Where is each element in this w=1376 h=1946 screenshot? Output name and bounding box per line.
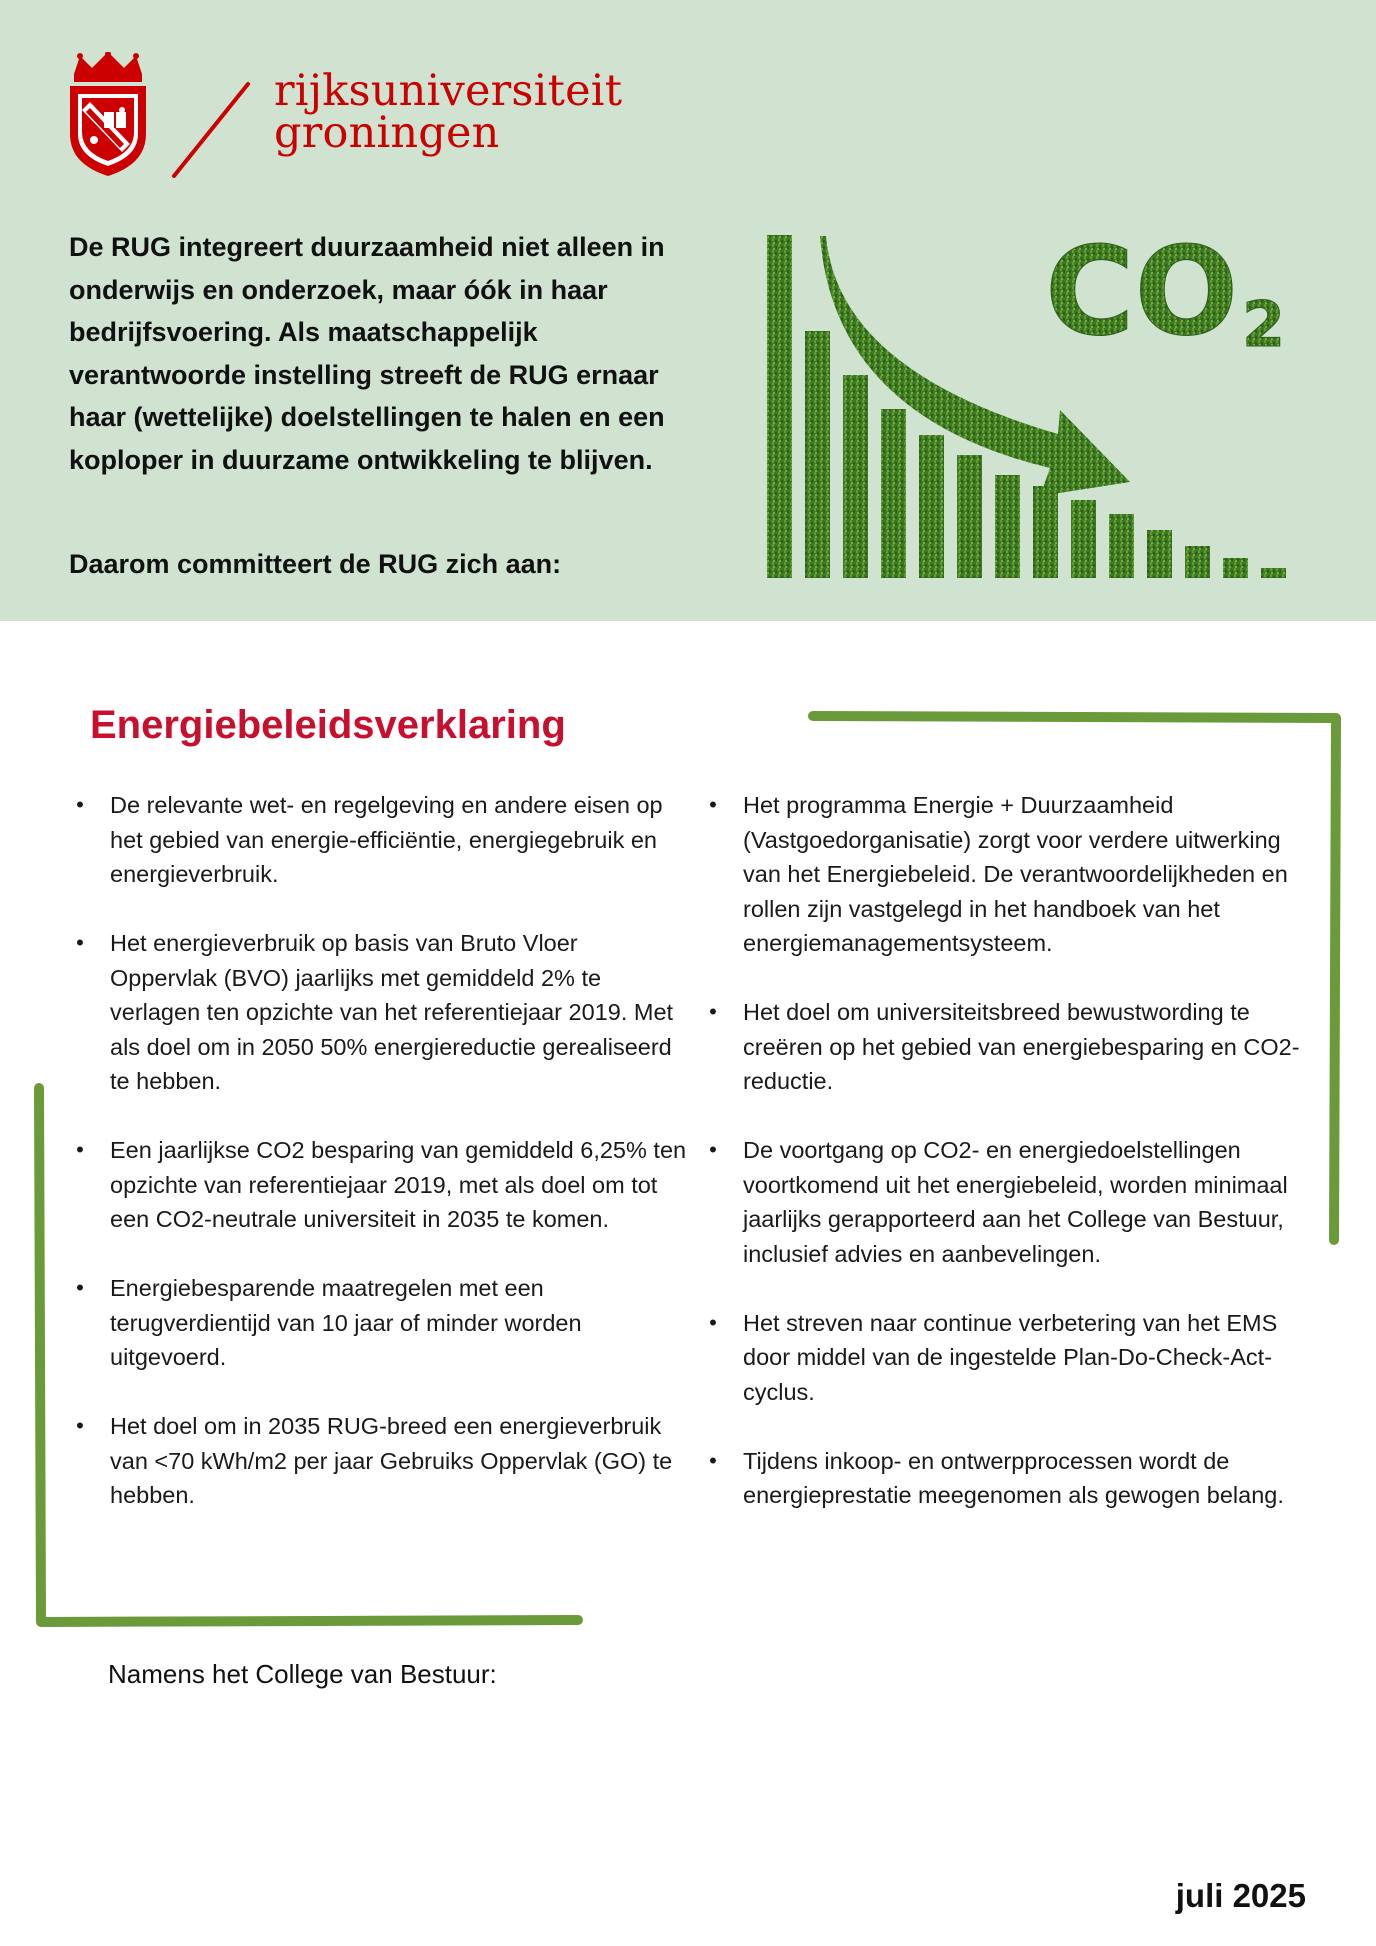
- signature-line: Namens het College van Bestuur:: [108, 1659, 497, 1689]
- commitment-text: Daarom committeert de RUG zich aan:: [69, 549, 562, 579]
- list-item: [703, 1444, 1323, 1513]
- list-item-text: De voortgang op CO2- en energiedoelstellingen voortkomend uit het energiebeleid, worden minimaal jaarlijks gerapporteerd aan het College van Bestuur, inclusief advies en aanbevelingen.: [743, 1137, 1288, 1267]
- co2-subscript: 2: [1242, 288, 1286, 361]
- bullet-icon: •: [76, 930, 84, 955]
- logo-divider: [168, 80, 252, 180]
- list-item-text: Energiebesparende maatregelen met een terugverdientijd van 10 jaar of minder worden uitgevoerd.: [110, 1275, 582, 1370]
- list-item-text: Tijdens inkoop- en ontwerpprocessen wordt de energieprestatie meegenomen als gewogen belang.: [743, 1447, 1284, 1508]
- list-item-text: Het programma Energie + Duurzaamheid (Vastgoedorganisatie) zorgt voor verdere uitwerking van het Energiebeleid. De verantwoordelijkheden en rollen zijn vastgelegd in het handboek van het energiemanagementsysteem.: [743, 792, 1288, 956]
- commitments-left-list: [70, 788, 690, 1547]
- wordmark-line-2: groningen: [274, 108, 500, 158]
- list-item: [70, 1133, 690, 1237]
- list-item-text: De relevante wet- en regelgeving en andere eisen op het gebied van energie-efficiëntie, energiegebruik en energieverbruik.: [110, 792, 663, 887]
- list-item: [703, 788, 1323, 961]
- list-item: [70, 788, 690, 892]
- bullet-icon: •: [709, 1447, 717, 1473]
- commitments-right-list: [703, 788, 1323, 1547]
- document-date: juli 2025: [1175, 1877, 1306, 1914]
- co2-label: CO: [1045, 221, 1239, 363]
- list-item: [70, 926, 690, 1099]
- bullet-icon: •: [709, 1137, 717, 1162]
- co2-reduction-graphic: [760, 220, 1300, 590]
- section-title: Energiebeleidsverklaring: [90, 703, 566, 747]
- list-item: [703, 995, 1323, 1099]
- bullet-icon: •: [76, 1137, 84, 1162]
- bullet-icon: •: [709, 999, 717, 1024]
- university-wordmark[interactable]: [274, 66, 623, 158]
- bullet-icon: •: [76, 792, 84, 817]
- list-item: [703, 1133, 1323, 1271]
- bullet-icon: •: [709, 792, 717, 817]
- list-item: [70, 1409, 690, 1513]
- bullet-icon: •: [76, 1275, 84, 1300]
- intro-paragraph: De RUG integreert duurzaamheid niet alleen in onderwijs en onderzoek, maar óók in haar bedrijfsvoering. Als maatschappelijk verantwoorde instelling streeft de RUG ernaar haar (wettelijke) doelstellingen te halen en een koploper in duurzame ontwikkeling te blijven.: [69, 232, 665, 475]
- bullet-icon: •: [709, 1309, 717, 1335]
- wordmark-line-1: rijksuniversiteit: [274, 66, 623, 116]
- bullet-icon: •: [76, 1413, 84, 1438]
- list-item: [70, 1271, 690, 1375]
- list-item-text: Een jaarlijkse CO2 besparing van gemiddeld 6,25% ten opzichte van referentiejaar 2019, met als doel om tot een CO2-neutrale universiteit in 2035 te komen.: [110, 1137, 687, 1232]
- list-item-text: Het doel om universiteitsbreed bewustwording te creëren op het gebied van energiebesparing en CO2-reductie.: [743, 999, 1300, 1094]
- university-crest-icon: [64, 52, 152, 178]
- list-item-text: Het streven naar continue verbetering van het EMS door middel van de ingestelde Plan-Do-Check-Act-cyclus.: [743, 1309, 1278, 1405]
- list-item-text: Het energieverbruik op basis van Bruto Vloer Oppervlak (BVO) jaarlijks met gemiddeld 2% te verlagen ten opzichte van het referentiejaar 2019. Met als doel om in 2050 50% energiereductie gerealiseerd te hebben.: [110, 930, 674, 1094]
- list-item-text: Het doel om in 2035 RUG-breed een energieverbruik van <70 kWh/m2 per jaar Gebruiks Oppervlak (GO) te hebben.: [110, 1413, 673, 1508]
- list-item: [703, 1306, 1323, 1410]
